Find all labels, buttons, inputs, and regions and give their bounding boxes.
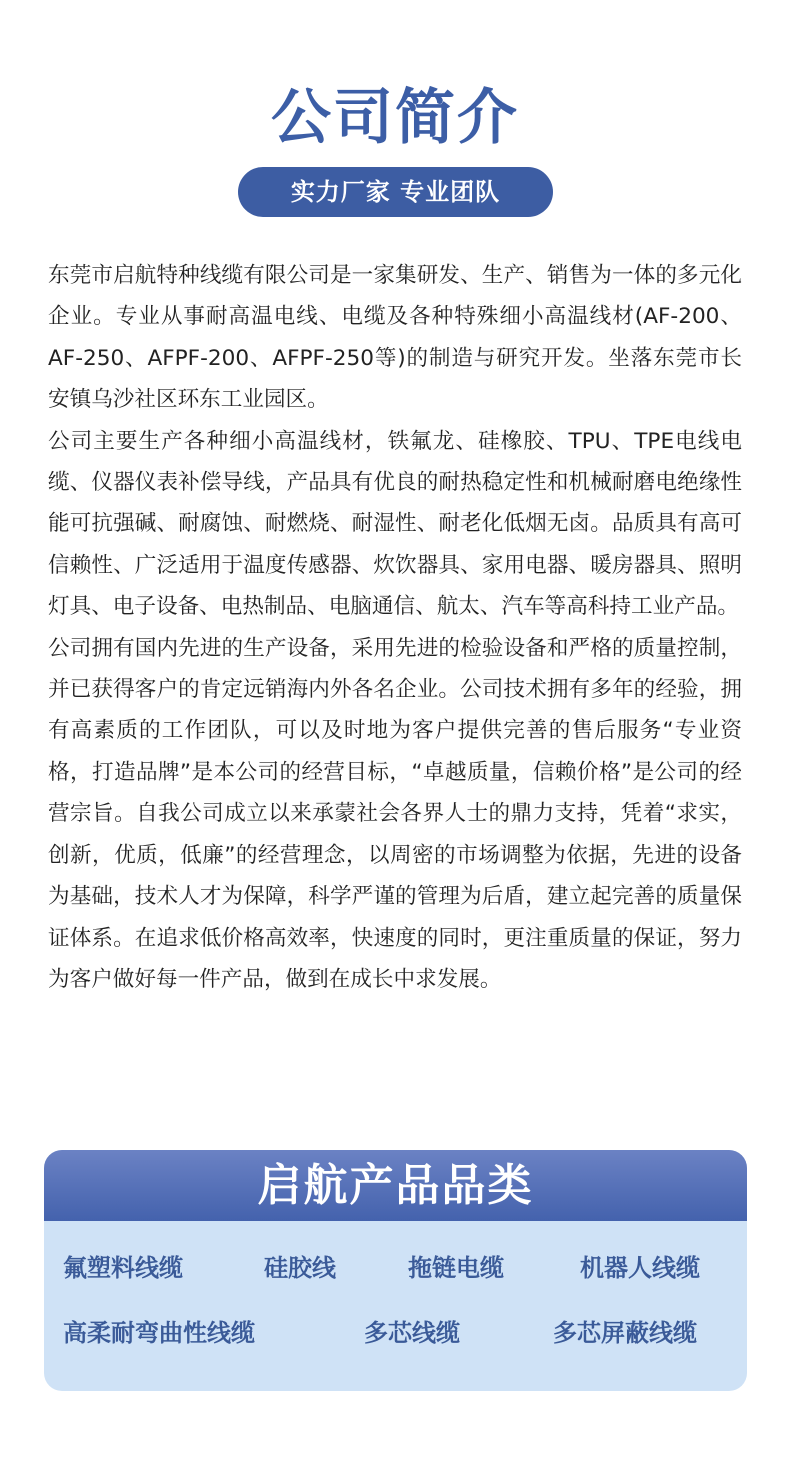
product-row xyxy=(44,1248,747,1288)
product-categories-title: 启航产品品类 xyxy=(44,1150,747,1221)
company-intro xyxy=(48,255,742,1000)
product-item-high-flex-cable[interactable]: 高柔耐弯曲性线缆 xyxy=(63,1319,255,1347)
intro-paragraph: 东莞市启航特种线缆有限公司是一家集研发、生产、销售为一体的多元化企业。专业从事耐高温电线、电缆及各种特殊细小高温线材(AF-200、AF-250、AFPF-200、AFPF-250等)的制造与研究开发。坐落东莞市长安镇乌沙社区环东工业园区。 xyxy=(48,263,742,413)
product-item-robot-cable[interactable]: 机器人线缆 xyxy=(580,1254,700,1282)
product-categories-panel xyxy=(44,1150,747,1391)
product-item-silicone-wire[interactable]: 硅胶线 xyxy=(264,1254,336,1282)
product-row xyxy=(44,1313,747,1353)
product-item-drag-chain-cable[interactable]: 拖链电缆 xyxy=(408,1254,504,1282)
product-item-multicore-shielded-cable[interactable]: 多芯屏蔽线缆 xyxy=(553,1319,697,1347)
product-item-fluoroplastic-cable[interactable]: 氟塑料线缆 xyxy=(63,1254,183,1282)
intro-paragraph: 公司主要生产各种细小高温线材，铁氟龙、硅橡胶、TPU、TPE电线电缆、仪器仪表补偿导线，产品具有优良的耐热稳定性和机械耐磨电绝缘性能可抗强碱、耐腐蚀、耐燃烧、耐湿性、耐老化低烟无卤。品质具有高可信赖性、广泛适用于温度传感器、炊饮器具、家用电器、暖房器具、照明灯具、电子设备、电热制品、电脑通信、航太、汽车等高科持工业产品。 xyxy=(48,428,742,620)
product-item-multicore-cable[interactable]: 多芯线缆 xyxy=(364,1319,460,1347)
page-title: 公司简介 xyxy=(271,83,519,153)
intro-paragraph: 公司拥有国内先进的生产设备，采用先进的检验设备和严格的质量控制，并已获得客户的肯定远销海内外各名企业。公司技术拥有多年的经验，拥有高素质的工作团队，可以及时地为客户提供完善的售后服务“专业资格，打造品牌”是本公司的经营目标，“卓越质量，信赖价格”是公司的经营宗旨。自我公司成立以来承蒙社会各界人士的鼎力支持，凭着“求实，创新，优质，低廉”的经营理念，以周密的市场调整为依据，先进的设备为基础，技术人才为保障，科学严谨的管理为后盾，建立起完善的质量保证体系。在追求低价格高效率，快速度的同时，更注重质量的保证，努力为客户做好每一件产品，做到在成长中求发展。 xyxy=(48,635,742,992)
tagline-badge: 实力厂家 专业团队 xyxy=(238,167,553,217)
